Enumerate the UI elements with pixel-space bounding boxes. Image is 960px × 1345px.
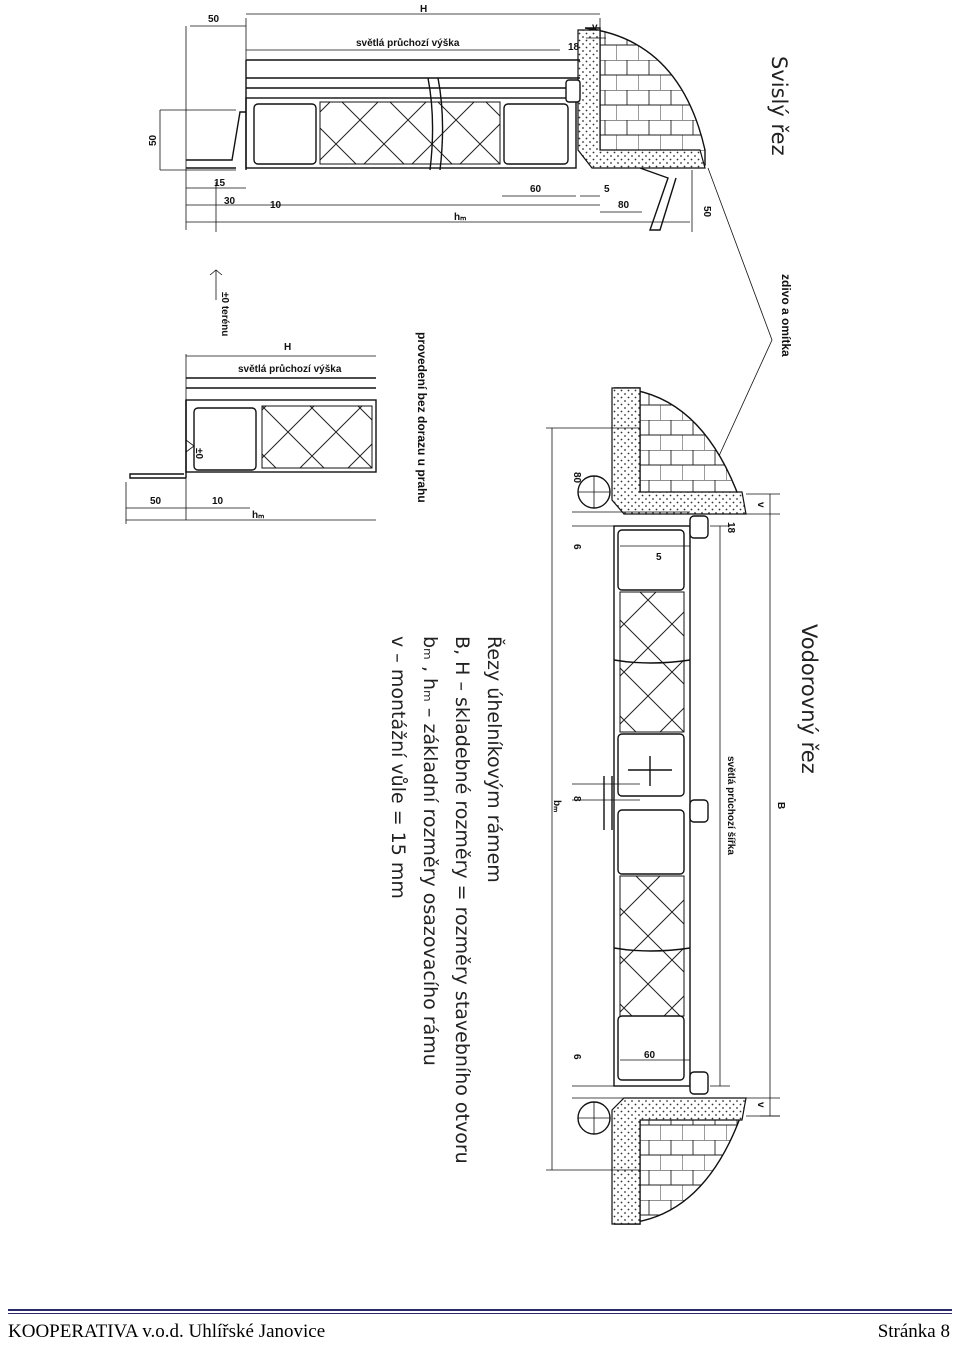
vdim-10: 10 [270, 200, 282, 211]
hdim-6-top: 6 [571, 544, 582, 550]
hdim-80: 80 [571, 472, 582, 484]
hdim-v-bottom: v [755, 1102, 766, 1108]
footer-page-number: Stránka 8 [877, 1321, 950, 1342]
vertical-leaf-frame-right [504, 104, 568, 164]
vdim-50-left: 50 [148, 134, 159, 146]
vlabel-clear-height: světlá průchozí výška [356, 38, 460, 49]
hdim-8: 8 [571, 796, 582, 802]
vdim-v: v [592, 22, 598, 33]
vertical-leaf-insulation [320, 102, 500, 164]
hsec-insulation-lower [620, 876, 684, 1016]
legend-line-3: bₘ , hₘ – základní rozměry osazovacího rámu [419, 636, 441, 1066]
masonry-callout [708, 168, 793, 480]
hdim-B: B [775, 802, 786, 810]
vertical-section-title: Svislý řez [767, 56, 791, 156]
vdim-30: 30 [224, 196, 236, 207]
vdim-80: 80 [618, 200, 630, 211]
nostop-50: 50 [150, 496, 162, 507]
vlabel-terrain: ±0 terénu [219, 292, 230, 337]
footer-rule-thin [8, 1313, 952, 1314]
vdim-60: 60 [530, 184, 542, 195]
nostop-hr: hₘ [252, 510, 265, 521]
hdim-5: 5 [656, 552, 662, 563]
vertical-leaf-frame-left [254, 104, 316, 164]
nostop-clear-height: světlá průchozí výška [238, 364, 342, 375]
vertical-section [148, 4, 791, 336]
vdim-15: 15 [214, 178, 226, 189]
footer-company: KOOPERATIVA v.o.d. Uhlířské Janovice [8, 1321, 326, 1342]
hsec-frame-top [618, 530, 684, 590]
vertical-masonry [585, 28, 705, 165]
hsec-frame-mid2 [618, 810, 684, 874]
vdim-50-top: 50 [208, 14, 220, 25]
vdim-50-right: 50 [701, 206, 712, 218]
nostop-zero: ±0 [193, 448, 204, 460]
no-stop-section [126, 332, 429, 524]
vdim-18: 18 [568, 42, 580, 53]
hdim-60: 60 [644, 1050, 656, 1061]
vdim-H: H [420, 4, 428, 15]
horizontal-section-title: Vodorovný řez [797, 624, 821, 774]
legend [387, 636, 506, 1164]
vlabel-hr: hₘ [454, 212, 467, 223]
vdim-5: 5 [604, 184, 610, 195]
nostop-note: provedení bez dorazu u prahu [415, 332, 429, 503]
hdim-v-top: v [755, 502, 766, 508]
hsec-frame-mid1 [618, 734, 684, 796]
legend-line-2: B, H – skladebné rozměry = rozměry stavebního otvoru [451, 636, 473, 1164]
hdim-br: bₘ [551, 800, 562, 813]
hdim-clear-width: světlá průchozí šířka [725, 756, 736, 855]
hdim-18: 18 [725, 522, 736, 534]
hsec-frame-bottom [618, 1016, 684, 1080]
nostop-H: H [284, 342, 292, 353]
footer-rule [8, 1309, 952, 1311]
nostop-leaf-insulation [262, 406, 372, 468]
horizontal-section [546, 388, 821, 1224]
legend-line-4: v – montážní vůle = 15 mm [387, 636, 409, 899]
nostop-10: 10 [212, 496, 224, 507]
legend-line-1: Řezy úhelníkovým rámem [483, 636, 505, 883]
nostop-leaf-frame [194, 408, 256, 470]
masonry-label: zdivo a omítka [779, 274, 793, 357]
page-footer [0, 1309, 960, 1345]
hdim-6-bottom: 6 [571, 1054, 582, 1060]
